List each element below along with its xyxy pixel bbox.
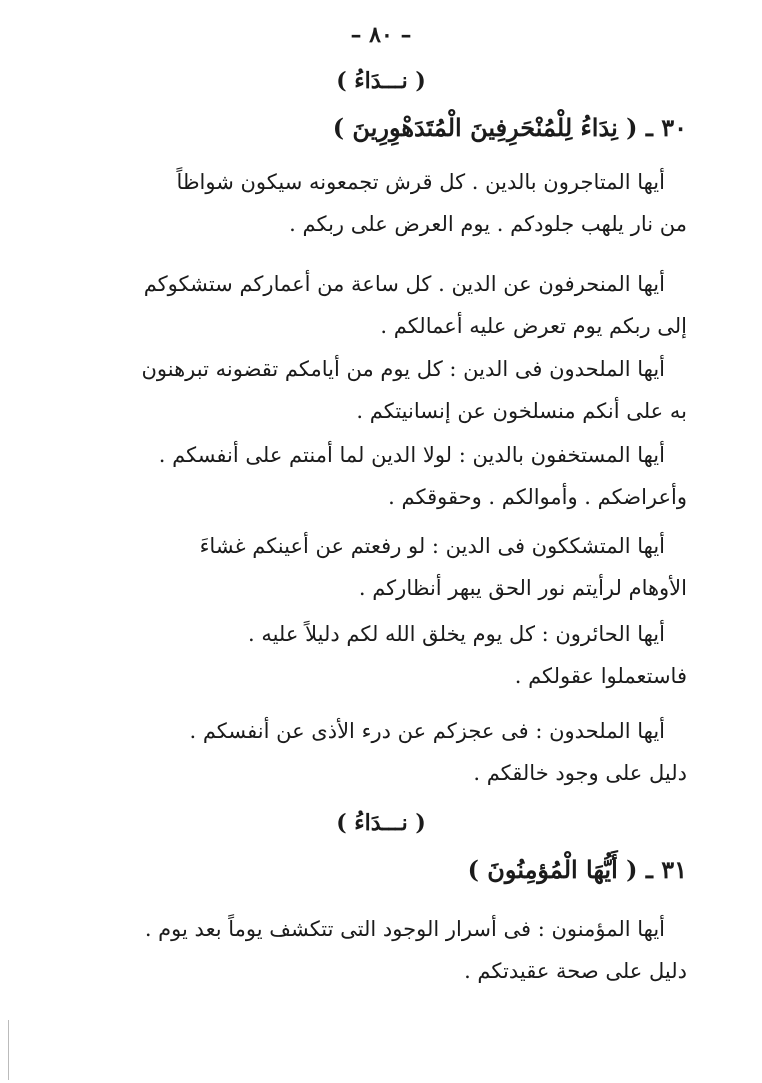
paragraph-line: وأعراضكم . وأموالكم . وحقوقكم . <box>388 485 687 509</box>
paragraph <box>75 348 687 432</box>
paragraph-line: دليل على وجود خالقكم . <box>473 761 687 785</box>
paragraph-line: الأوهام لرأيتم نور الحق يبهر أنظاركم . <box>358 576 687 600</box>
section-heading: ٣١ ـ ( أَيُّهَا الْمُؤمِنُونَ ) <box>467 855 687 884</box>
paragraph-line: أيها المتشككون فى الدين : لو رفعتم عن أعينكم غشاءَ <box>199 534 665 558</box>
paragraph <box>75 710 687 794</box>
paragraph <box>75 434 687 518</box>
page-number: – ٨٠ – <box>350 22 412 48</box>
paragraph-line: أيها المتاجرون بالدين . كل قرش تجمعونه سيكون شواظاً <box>176 170 665 194</box>
paragraph-line: أيها الملحدون فى الدين : كل يوم من أيامكم تقضونه تبرهنون <box>141 357 665 381</box>
paragraph-line: أيها المنحرفون عن الدين . كل ساعة من أعماركم ستشكوكم <box>143 272 665 296</box>
paragraph <box>75 908 687 992</box>
paragraph-line: به على أنكم منسلخون عن إنسانيتكم . <box>356 399 687 423</box>
paragraph <box>75 263 687 347</box>
paragraph-line: إلى ربكم يوم تعرض عليه أعمالكم . <box>380 314 687 338</box>
paragraph-line: أيها الحائرون : كل يوم يخلق الله لكم دليلاً عليه . <box>247 622 665 646</box>
paragraph-line: دليل على صحة عقيدتكم . <box>464 959 687 983</box>
paragraph-line: فاستعملوا عقولكم . <box>514 664 687 688</box>
paragraph-line: أيها المستخفون بالدين : لولا الدين لما أمنتم على أنفسكم . <box>158 443 665 467</box>
paragraph-line: أيها الملحدون : فى عجزكم عن درء الأذى عن أنفسكم . <box>189 719 665 743</box>
section-heading: ٣٠ ـ ( نِدَاءُ لِلْمُنْحَرِفِينَ الْمُتَدَهْوِرِينَ ) <box>332 113 687 142</box>
paragraph-line: من نار يلهب جلودكم . يوم العرض على ربكم . <box>289 212 687 236</box>
page-edge-mark <box>8 1020 9 1080</box>
paragraph <box>75 613 687 697</box>
section-label: ( نـــدَاءُ ) <box>336 810 426 836</box>
paragraph <box>75 525 687 609</box>
section-label: ( نـــدَاءُ ) <box>336 68 426 94</box>
paragraph-line: أيها المؤمنون : فى أسرار الوجود التى تتكشف يوماً بعد يوم . <box>144 917 665 941</box>
paragraph <box>75 161 687 245</box>
